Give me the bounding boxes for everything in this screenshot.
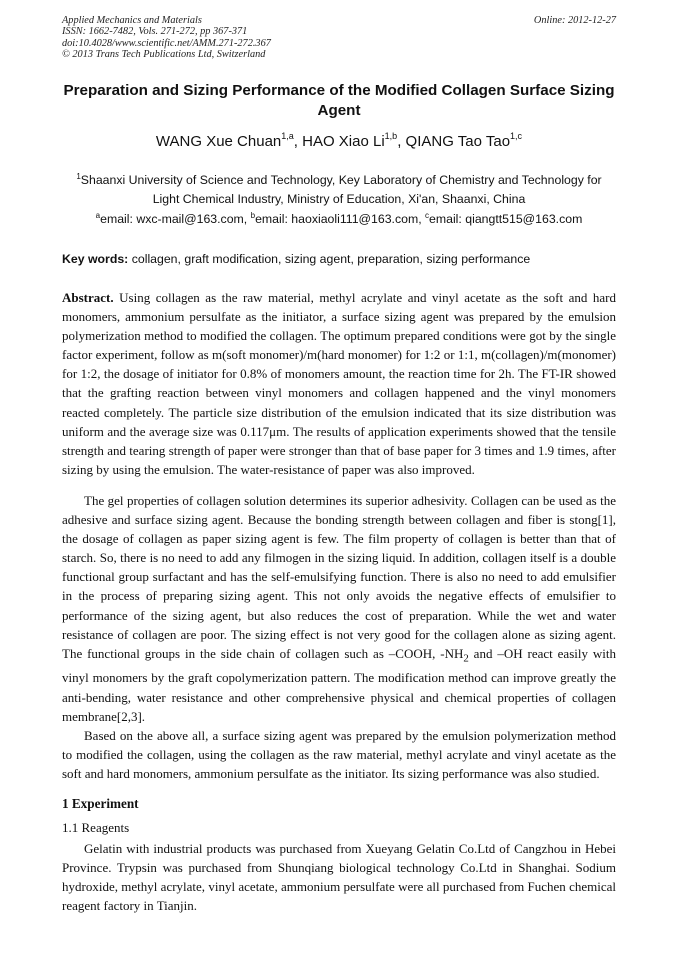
- author-name: QIANG Tao Tao: [405, 133, 511, 150]
- intro-paragraph-2: Based on the above all, a surface sizing agent was prepared by the emulsion polymerization method to modified the collagen, using the collagen as the raw material, methyl acrylate and vinyl acetate as the soft and hard monomers, ammonium persulfate as the initiator. Its sizing performance was also studied.: [62, 727, 616, 781]
- online-date: Online: 2012-12-27: [533, 15, 616, 26]
- doi-line: doi:10.4028/www.scientific.net/AMM.271-272.367: [62, 37, 271, 49]
- introduction: [62, 491, 616, 783]
- email-marker: c: [425, 211, 430, 220]
- affil-line-2: Light Chemical Industry, Ministry of Education, Xi'an, Shaanxi, China: [152, 192, 526, 206]
- email-b: email: haoxiaoli111@163.com,: [255, 212, 422, 226]
- abstract: [62, 288, 616, 479]
- email-marker: a: [95, 211, 101, 220]
- author-affil-marker: 1,b: [384, 131, 398, 141]
- intro-paragraph-1: The gel properties of collagen solution determines its superior adhesivity. Collagen can be used as the adhesive and surface sizing agent. Because the bonding strength between collagen and fiber is stong[1], the dosage of collagen as paper sizing agent is few. The film property of collagen is better than that of starch. So, there is no need to add any filmogen in the sizing liquid. In addition, collagen itself is a double functional group surfactant and has the self-emulsifying function. There is also no need to add emulsifier in the process of preparing sizing agent. This not only avoids the negative effects of emulsifier to performance of the sizing agent, but also reduces the cost of preparation. While the wet and water resistance of collagen are poor. The sizing effect is not very good for the collagen alone as sizing agent. The functional groups in the side chain of collagen such as –COOH, $-NH_2$ and –OH react easily with vinyl monomers by the graft copolymerization pattern. The modification method can improve greatly the anti-bending, water resistance and other comprehensive physical and chemical properties of collagen membrane[2,3].: [62, 493, 616, 724]
- author-affil-marker: 1,c: [510, 131, 523, 141]
- issn-line: ISSN: 1662-7482, Vols. 271-272, pp 367-371: [62, 26, 248, 38]
- affiliation: [62, 171, 616, 209]
- abstract-text: Using collagen as the raw material, methyl acrylate and vinyl acetate as the soft and hard monomers, ammonium persulfate as the initiator, a surface sizing agent was prepared by the emulsion polymerization method to modified the collagen. The optimum prepared conditions were got by the single factor experiment, follow as m(soft monomer)/m(hard monomer) for 1:2 or 1:1, m(collagen)/m(monomer) for 1:2, the dosage of initiator for 0.8% of monomers amount, the reaction time for 2h. The FT-IR showed that the grafting reaction between vinyl monomers and collagen happened and the vinyl monomers reacted completely. The particle size distribution of the emulsion indicated that its size distribution was uniform and the average size was 0.117μm. The results of application experiments showed that the tensile strength and tearing strength of paper were stronger than that of base paper for 3 times and 1.9 times, after sizing by using the emulsion. The water-resistance of paper was also improved.: [62, 290, 617, 477]
- subsection-heading: 1.1 Reagents: [62, 820, 130, 835]
- journal-name: Applied Mechanics and Materials: [62, 15, 202, 26]
- affil-line-1: Shaanxi University of Science and Technology, Key Laboratory of Chemistry and Technology for: [80, 173, 602, 187]
- email-marker: b: [250, 211, 256, 220]
- keywords: [62, 251, 616, 267]
- copyright-line: © 2013 Trans Tech Publications Ltd, Switzerland: [62, 48, 266, 60]
- keywords-text: collagen, graft modification, sizing agent, preparation, sizing performance: [131, 252, 531, 266]
- journal-header: [62, 15, 271, 60]
- author-emails: [62, 211, 616, 227]
- keywords-label: Key words:: [62, 252, 129, 266]
- affil-marker: 1: [76, 172, 81, 181]
- section-heading: 1 Experiment: [62, 796, 139, 811]
- paper-title: Preparation and Sizing Performance of the Modified Collagen Surface Sizing Agent: [63, 82, 615, 119]
- author-list: WANG Xue Chuan$^{1,a}$, HAO Xiao Li$^{1,b}$, QIANG Tao Tao$^{1,c}$: [155, 131, 523, 150]
- reagents-paragraph: Gelatin with industrial products was purchased from Xueyang Gelatin Co.Ltd of Cangzhou in Hebei Province. Trypsin was purchased from Shunqiang biological technology Co.Ltd in Shanghai. Sodium hydroxide, methyl acrylate, vinyl acetate, ammonium persulfate were all purchased from Fuchen chemical reagent factory in Tianjin.: [62, 841, 616, 914]
- author-name: WANG Xue Chuan: [155, 133, 282, 150]
- email-c: email: qiangtt515@163.com: [429, 212, 583, 226]
- email-a: email: wxc-mail@163.com,: [100, 212, 248, 226]
- author-affil-marker: 1,a: [281, 131, 294, 141]
- author-name: HAO Xiao Li: [302, 133, 385, 150]
- abstract-label: Abstract.: [62, 290, 114, 305]
